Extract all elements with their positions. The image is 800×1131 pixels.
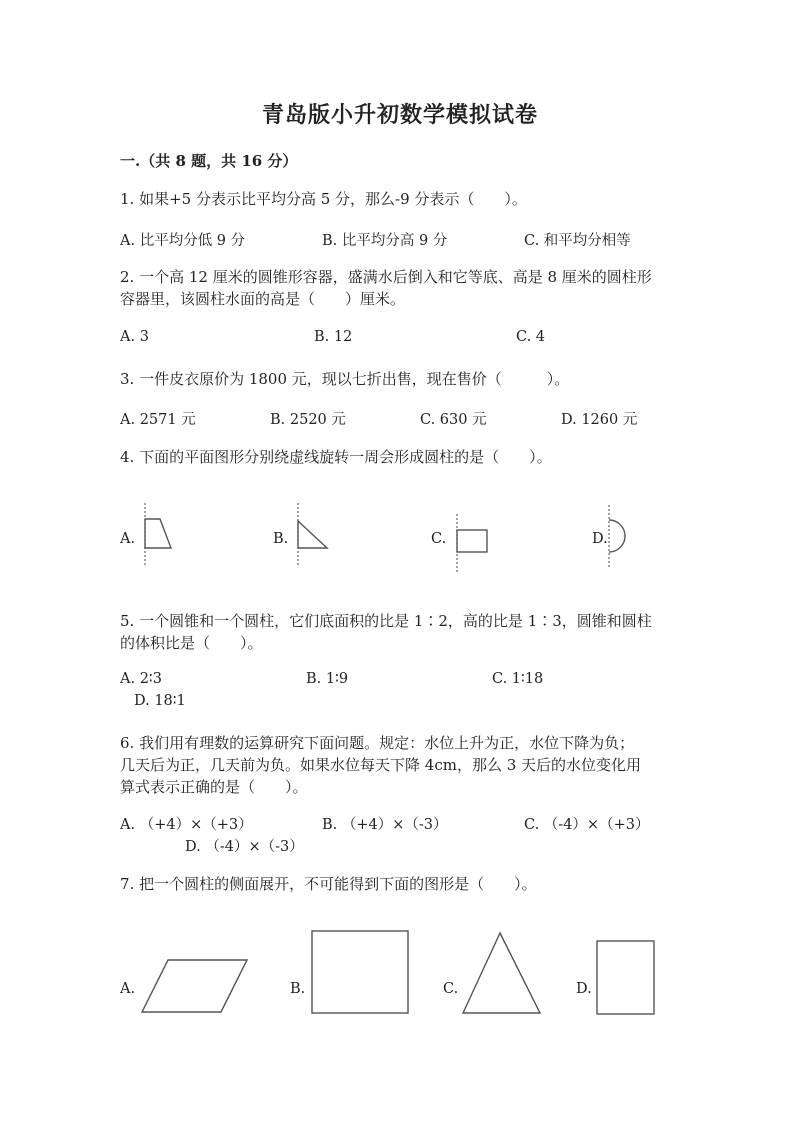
q4-option-b[interactable]: B.	[273, 531, 289, 547]
section-heading: 一.（共 8 题，共 16 分）	[120, 152, 298, 170]
q7-figure-c-triangle	[460, 930, 548, 1018]
q4-option-a[interactable]: A.	[120, 531, 136, 547]
q6-option-d[interactable]: D. （-4）×（-3）	[185, 839, 304, 855]
q3-option-d[interactable]: D. 1260 元	[561, 412, 638, 428]
q1-option-c[interactable]: C. 和平均分相等	[524, 233, 631, 249]
q4-figure-b-triangle	[293, 503, 333, 567]
q5-option-d[interactable]: D. 18∶1	[134, 693, 186, 709]
question-2-stem-line-2: 容器里，该圆柱水面的高是（ ）厘米。	[120, 290, 406, 308]
q6-option-c[interactable]: C. （-4）×（+3）	[524, 817, 650, 833]
q5-option-a[interactable]: A. 2∶3	[120, 671, 162, 687]
q7-option-d[interactable]: D.	[576, 981, 592, 997]
question-5-stem-line-1: 5. 一个圆锥和一个圆柱，它们底面积的比是 1∶2，高的比是 1∶3，圆锥和圆柱	[120, 612, 652, 630]
question-1-stem: 1. 如果+5 分表示比平均分高 5 分，那么-9 分表示（ ）。	[120, 190, 527, 208]
q2-option-c[interactable]: C. 4	[516, 329, 546, 345]
q7-figure-d-tall-rectangle	[594, 938, 658, 1018]
q4-option-c[interactable]: C.	[431, 531, 447, 547]
q7-option-c[interactable]: C.	[443, 981, 459, 997]
q2-option-a[interactable]: A. 3	[120, 329, 149, 345]
q2-option-b[interactable]: B. 12	[314, 329, 353, 345]
q5-option-c[interactable]: C. 1∶18	[492, 671, 544, 687]
q7-figure-b-rectangle	[310, 929, 412, 1017]
q6-option-a[interactable]: A. （+4）×（+3）	[120, 817, 253, 833]
q4-figure-a-trapezoid	[140, 503, 180, 567]
q1-option-a[interactable]: A. 比平均分低 9 分	[120, 233, 246, 249]
q7-figure-a-parallelogram	[140, 955, 250, 1017]
q7-option-a[interactable]: A.	[120, 981, 136, 997]
question-2-stem-line-1: 2. 一个高 12 厘米的圆锥形容器，盛满水后倒入和它等底、高是 8 厘米的圆柱形	[120, 268, 652, 286]
q4-figure-c-rectangle	[452, 514, 492, 574]
q5-option-b[interactable]: B. 1∶9	[306, 671, 349, 687]
question-7-stem: 7. 把一个圆柱的侧面展开，不可能得到下面的图形是（ ）。	[120, 875, 537, 893]
q1-option-b[interactable]: B. 比平均分高 9 分	[322, 233, 448, 249]
q6-option-b[interactable]: B. （+4）×（-3）	[322, 817, 448, 833]
question-4-stem: 4. 下面的平面图形分别绕虚线旋转一周会形成圆柱的是（ ）。	[120, 448, 552, 466]
question-3-stem: 3. 一件皮衣原价为 1800 元，现以七折出售，现在售价（ ）。	[120, 370, 570, 388]
question-6-stem-line-1: 6. 我们用有理数的运算研究下面问题。规定：水位上升为正，水位下降为负；	[120, 734, 635, 752]
q3-option-b[interactable]: B. 2520 元	[270, 412, 346, 428]
page-title: 青岛版小升初数学模拟试卷	[261, 102, 538, 128]
q3-option-c[interactable]: C. 630 元	[420, 412, 487, 428]
question-5-stem-line-2: 的体积比是（ ）。	[120, 634, 263, 652]
q3-option-a[interactable]: A. 2571 元	[120, 412, 196, 428]
q7-option-b[interactable]: B.	[290, 981, 306, 997]
question-6-stem-line-3: 算式表示正确的是（ ）。	[120, 778, 308, 796]
question-6-stem-line-2: 几天后为正，几天前为负。如果水位每天下降 4cm，那么 3 天后的水位变化用	[120, 756, 642, 774]
q4-option-d[interactable]: D.	[592, 531, 608, 547]
q4-figure-d-semicircle	[605, 505, 645, 569]
